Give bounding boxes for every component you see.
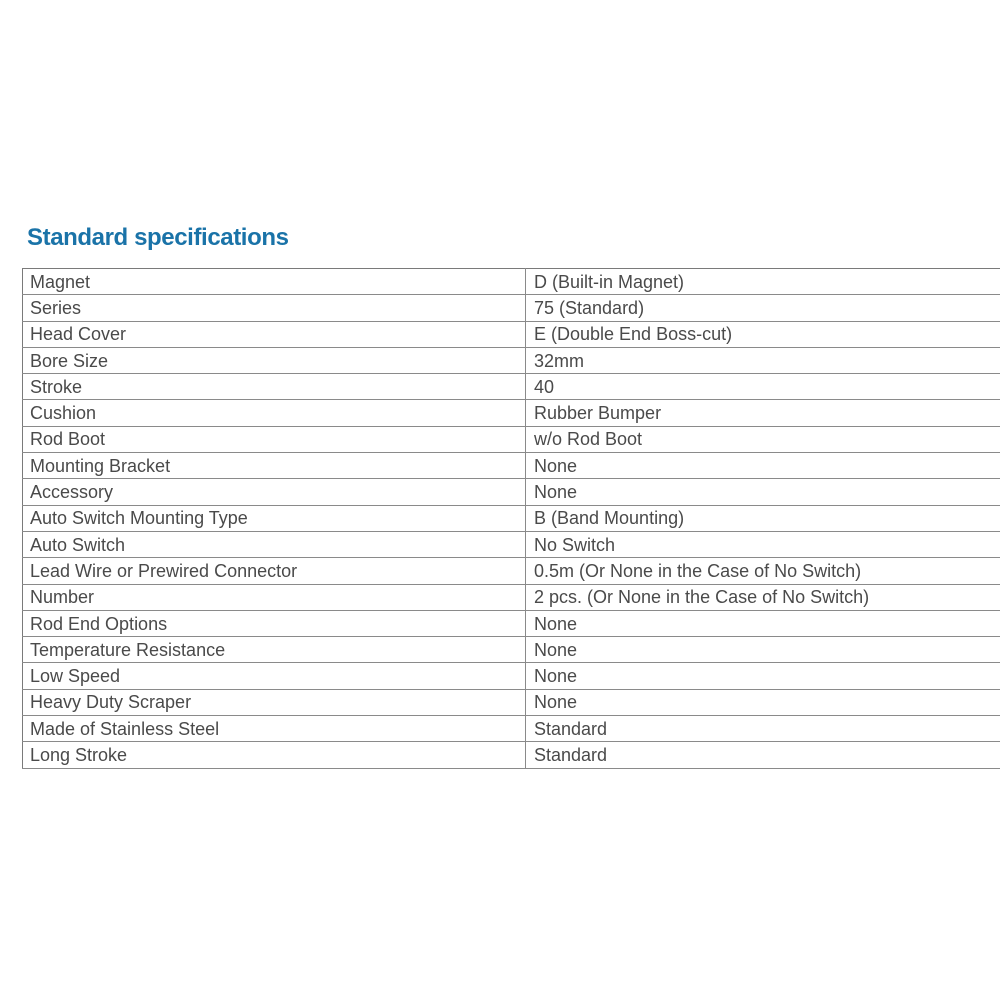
spec-value: 75 (Standard) <box>526 295 1000 321</box>
spec-value: D (Built-in Magnet) <box>526 269 1000 295</box>
table-row <box>23 269 1000 295</box>
spec-value: None <box>526 689 1000 715</box>
table-row <box>23 689 1000 715</box>
table-row <box>23 479 1000 505</box>
table-row <box>23 453 1000 479</box>
spec-value: w/o Rod Boot <box>526 426 1000 452</box>
table-row <box>23 531 1000 557</box>
spec-value: Rubber Bumper <box>526 400 1000 426</box>
spec-label: Magnet <box>23 269 526 295</box>
spec-label: Cushion <box>23 400 526 426</box>
table-row <box>23 400 1000 426</box>
table-row <box>23 374 1000 400</box>
table-row <box>23 610 1000 636</box>
spec-value: 32mm <box>526 347 1000 373</box>
table-row <box>23 295 1000 321</box>
spec-label: Accessory <box>23 479 526 505</box>
spec-value: None <box>526 637 1000 663</box>
spec-value: No Switch <box>526 531 1000 557</box>
spec-value: E (Double End Boss-cut) <box>526 321 1000 347</box>
spec-value: B (Band Mounting) <box>526 505 1000 531</box>
spec-label: Low Speed <box>23 663 526 689</box>
spec-label: Temperature Resistance <box>23 637 526 663</box>
spec-value: 40 <box>526 374 1000 400</box>
spec-value: Standard <box>526 742 1000 768</box>
spec-table-body <box>23 269 1000 769</box>
spec-label: Mounting Bracket <box>23 453 526 479</box>
spec-label: Made of Stainless Steel <box>23 716 526 742</box>
spec-value: None <box>526 479 1000 505</box>
spec-label: Series <box>23 295 526 321</box>
spec-value: None <box>526 610 1000 636</box>
spec-table <box>22 268 1000 769</box>
page-title: Standard specifications <box>27 224 289 251</box>
table-row <box>23 716 1000 742</box>
spec-value: 2 pcs. (Or None in the Case of No Switch) <box>526 584 1000 610</box>
spec-label: Auto Switch Mounting Type <box>23 505 526 531</box>
table-row <box>23 637 1000 663</box>
table-row <box>23 505 1000 531</box>
spec-value: 0.5m (Or None in the Case of No Switch) <box>526 558 1000 584</box>
table-row <box>23 742 1000 768</box>
spec-label: Auto Switch <box>23 531 526 557</box>
table-row <box>23 663 1000 689</box>
spec-label: Head Cover <box>23 321 526 347</box>
spec-label: Number <box>23 584 526 610</box>
table-row <box>23 584 1000 610</box>
spec-label: Heavy Duty Scraper <box>23 689 526 715</box>
spec-label: Lead Wire or Prewired Connector <box>23 558 526 584</box>
spec-label: Rod Boot <box>23 426 526 452</box>
spec-value: Standard <box>526 716 1000 742</box>
table-row <box>23 347 1000 373</box>
spec-label: Bore Size <box>23 347 526 373</box>
spec-label: Long Stroke <box>23 742 526 768</box>
spec-label: Stroke <box>23 374 526 400</box>
spec-value: None <box>526 453 1000 479</box>
table-row <box>23 558 1000 584</box>
table-row <box>23 321 1000 347</box>
table-row <box>23 426 1000 452</box>
spec-label: Rod End Options <box>23 610 526 636</box>
spec-value: None <box>526 663 1000 689</box>
